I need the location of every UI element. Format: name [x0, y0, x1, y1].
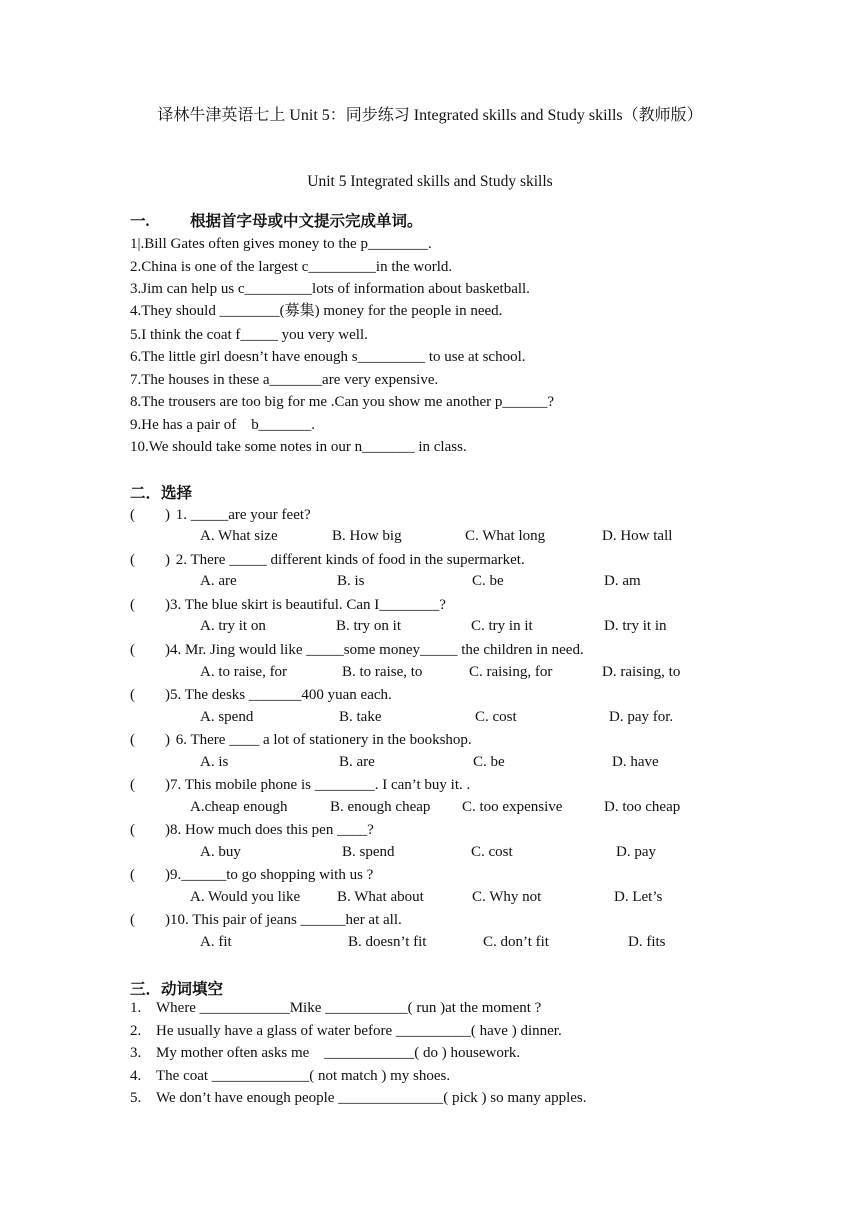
- question-text: 2. There _____ different kinds of food in the supermarket.: [172, 552, 525, 568]
- question-6-options: [0, 754, 860, 772]
- option-b: B. try on it: [336, 618, 402, 634]
- option-a: A. try it on: [200, 618, 266, 634]
- option-d: D. fits: [628, 934, 666, 950]
- option-c: C. be: [473, 754, 505, 770]
- section-1-heading: [130, 209, 423, 231]
- section-1-item: 4.They should ________(募集) money for the people in need.: [130, 303, 503, 319]
- question-2: [130, 551, 525, 569]
- question-3: [130, 596, 446, 614]
- question-10-options: [0, 934, 860, 952]
- question-9-options: [0, 889, 860, 907]
- section-1-item: 2.China is one of the largest c_________in the world.: [130, 259, 453, 275]
- option-d: D. Let’s: [614, 889, 663, 905]
- option-d: D. am: [604, 573, 641, 589]
- question-8: [130, 821, 374, 839]
- option-d: D. try it in: [604, 618, 667, 634]
- option-a: A. spend: [200, 709, 254, 725]
- question-text: 9.______to go shopping with us ?: [170, 867, 374, 883]
- verb-item: [130, 1090, 587, 1107]
- question-5: [130, 686, 392, 704]
- option-d: D. pay: [616, 844, 656, 860]
- option-b: B. are: [339, 754, 375, 770]
- section-1-number: 一.: [130, 213, 150, 230]
- verb-item: [130, 1000, 541, 1017]
- option-d: D. How tall: [602, 528, 673, 544]
- option-c: C. What long: [465, 528, 546, 544]
- option-b: B. take: [339, 709, 382, 725]
- option-b: B. doesn’t fit: [348, 934, 427, 950]
- option-d: D. raising, to: [602, 664, 681, 680]
- question-text: 8. How much does this pen ____?: [170, 822, 374, 838]
- option-a: A. is: [200, 754, 229, 770]
- question-text: 5. The desks _______400 yuan each.: [170, 687, 392, 703]
- item-text: He usually have a glass of water before __________( have ) dinner.: [156, 1023, 562, 1039]
- question-text: 6. There ____ a lot of stationery in the bookshop.: [172, 732, 472, 748]
- option-b: B. is: [337, 573, 365, 589]
- answer-blank: ( ): [130, 597, 170, 613]
- section-1-item: 3.Jim can help us c_________lots of information about basketball.: [130, 281, 530, 297]
- question-text: 3. The blue skirt is beautiful. Can I________?: [170, 597, 446, 613]
- question-1: [130, 506, 311, 524]
- item-number: 1.: [130, 1000, 142, 1016]
- question-4: [130, 641, 584, 659]
- item-text: Where ____________Mike ___________( run )at the moment ?: [156, 1000, 542, 1016]
- option-c: C. too expensive: [462, 799, 563, 815]
- option-b: B. spend: [342, 844, 395, 860]
- answer-blank: ( ): [130, 687, 170, 703]
- option-b: B. What about: [337, 889, 424, 905]
- answer-blank: ( ): [130, 507, 170, 523]
- option-b: B. enough cheap: [330, 799, 431, 815]
- verb-item: [130, 1023, 562, 1040]
- question-2-options: [0, 573, 860, 591]
- option-a: A. buy: [200, 844, 241, 860]
- item-number: 4.: [130, 1068, 142, 1084]
- option-a: A. are: [200, 573, 237, 589]
- section-3-heading: 三．动词填空: [130, 981, 224, 998]
- question-4-options: [0, 664, 860, 682]
- option-a: A. What size: [200, 528, 278, 544]
- item-number: 3.: [130, 1045, 142, 1061]
- section-2-heading: 二．选择: [130, 485, 193, 502]
- option-d: D. too cheap: [604, 799, 681, 815]
- question-text: 10. This pair of jeans ______her at all.: [170, 912, 402, 928]
- answer-blank: ( ): [130, 732, 170, 748]
- question-7: [130, 776, 470, 794]
- verb-item: [130, 1045, 520, 1062]
- section-1-item: 5.I think the coat f_____ you very well.: [130, 327, 368, 343]
- item-text: We don’t have enough people ______________( pick ) so many apples.: [156, 1090, 587, 1106]
- question-6: [130, 731, 472, 749]
- option-b: B. to raise, to: [342, 664, 423, 680]
- question-text: 7. This mobile phone is ________. I can’t buy it. .: [170, 777, 471, 793]
- item-text: My mother often asks me ____________( do ) housework.: [156, 1045, 521, 1061]
- section-1-item: 1|.Bill Gates often gives money to the p________.: [130, 236, 432, 252]
- section-1-item: 6.The little girl doesn’t have enough s_________ to use at school.: [130, 349, 526, 365]
- option-a: A. to raise, for: [200, 664, 288, 680]
- verb-item: [130, 1068, 450, 1085]
- question-9: [130, 866, 373, 884]
- option-c: C. raising, for: [469, 664, 553, 680]
- option-c: C. cost: [471, 844, 513, 860]
- item-number: 2.: [130, 1023, 142, 1039]
- option-c: C. cost: [475, 709, 517, 725]
- question-3-options: [0, 618, 860, 636]
- option-a: A. fit: [200, 934, 232, 950]
- section-1-item: 10.We should take some notes in our n_______ in class.: [130, 439, 467, 455]
- item-number: 5.: [130, 1090, 142, 1106]
- question-text: 4. Mr. Jing would like _____some money_____ the children in need.: [170, 642, 584, 658]
- section-1-item: 9.He has a pair of b_______.: [130, 417, 315, 433]
- answer-blank: ( ): [130, 912, 170, 928]
- option-c: C. don’t fit: [483, 934, 549, 950]
- question-1-options: [0, 528, 860, 546]
- item-text: The coat _____________( not match ) my shoes.: [156, 1068, 451, 1084]
- question-10: [130, 911, 402, 929]
- answer-blank: ( ): [130, 867, 170, 883]
- question-7-options: [0, 799, 860, 817]
- unit-subtitle: Unit 5 Integrated skills and Study skills: [307, 173, 553, 190]
- question-5-options: [0, 709, 860, 727]
- option-d: D. pay for.: [609, 709, 674, 725]
- option-a: A.cheap enough: [190, 799, 288, 815]
- section-1-item: 8.The trousers are too big for me .Can you show me another p______?: [130, 394, 555, 410]
- option-d: D. have: [612, 754, 659, 770]
- answer-blank: ( ): [130, 552, 170, 568]
- section-1-title: 根据首字母或中文提示完成单词。: [190, 213, 423, 230]
- section-1-item: 7.The houses in these a_______are very expensive.: [130, 372, 439, 388]
- answer-blank: ( ): [130, 777, 170, 793]
- option-a: A. Would you like: [190, 889, 301, 905]
- option-c: C. Why not: [472, 889, 542, 905]
- answer-blank: ( ): [130, 642, 170, 658]
- page-title: 译林牛津英语七上 Unit 5：同步练习 Integrated skills and Study skills（教师版）: [157, 107, 703, 124]
- question-text: 1. _____are your feet?: [172, 507, 311, 523]
- answer-blank: ( ): [130, 822, 170, 838]
- question-8-options: [0, 844, 860, 862]
- option-c: C. try in it: [471, 618, 533, 634]
- option-b: B. How big: [332, 528, 402, 544]
- option-c: C. be: [472, 573, 504, 589]
